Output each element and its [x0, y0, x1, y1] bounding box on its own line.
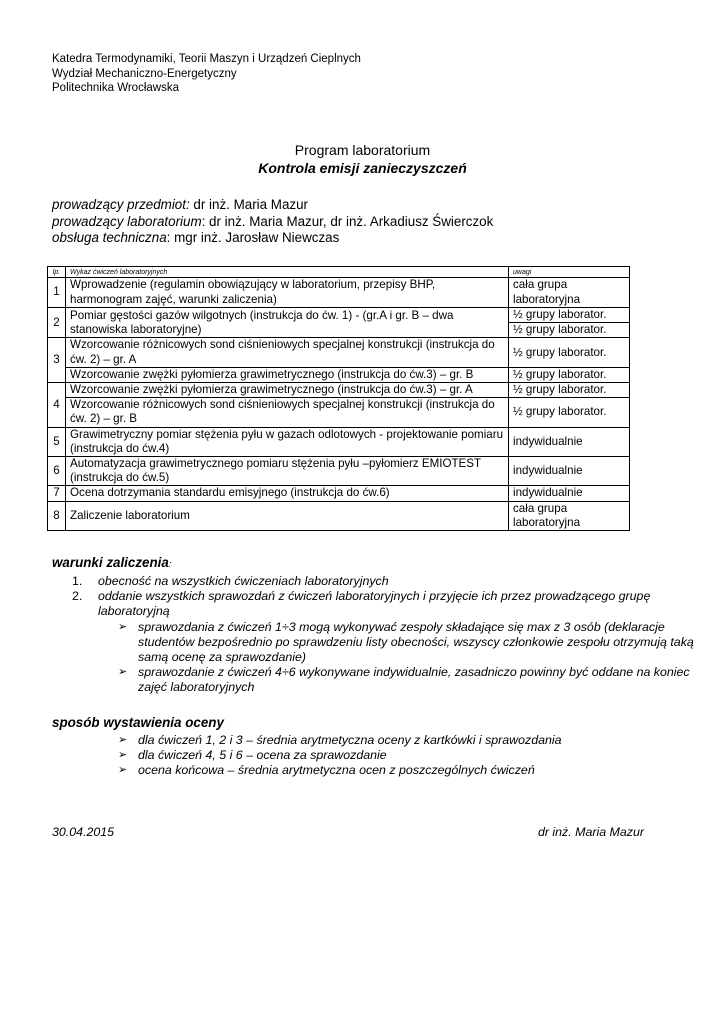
header-description: Wykaz ćwiczeń laboratoryjnych — [66, 267, 509, 278]
department-name: Katedra Termodynamiki, Teorii Maszyn i Urządzeń Cieplnych — [52, 53, 361, 65]
signature: dr inż. Maria Mazur — [537, 825, 644, 839]
table-row: Wzorcowanie zwężki pyłomierza grawimetrycznego (instrukcja do ćw.3) – gr. B ½ grupy laborator. — [48, 367, 630, 382]
subject-lecturer: prowadzący przedmiot: dr inż. Maria Mazur — [52, 197, 308, 212]
technical-staff: obsługa techniczna: mgr inż. Jarosław Niewczas — [52, 230, 340, 246]
arrow-bullet-icon: ➢ — [118, 749, 128, 762]
table-row: 1 Wprowadzenie (regulamin obowiązujący w laboratorium, przepisy BHP, harmonogram zajęć, warunki zaliczenia) cała grupa laboratoryjna — [48, 278, 630, 308]
arrow-bullet-icon: ➢ — [118, 666, 128, 679]
header-lp: lp. — [48, 267, 66, 278]
document-date: 30.04.2015 — [52, 825, 115, 839]
table-row: ½ grupy laborator. — [48, 323, 630, 338]
table-row: 3 Wzorcowanie różnicowych sond ciśnieniowych specjalnej konstrukcji (instrukcja do ćw. 2) – gr. A ½ grupy laborator. — [48, 338, 630, 367]
list-item: 1. obecność na wszystkich ćwiczeniach laboratoryjnych — [72, 574, 389, 588]
table-row: 4 Wzorcowanie zwężki pyłomierza grawimetrycznego (instrukcja do ćw.3) – gr. A ½ grupy laborator. — [48, 383, 630, 398]
department-header — [52, 52, 361, 96]
table-row: 2 Pomiar gęstości gazów wilgotnych (instrukcja do ćw. 1) - (gr.A i gr. B – dwa stanowiska laboratoryjne) ½ grupy laborator. — [48, 308, 630, 323]
title-subject: Kontrola emisji zanieczyszczeń — [258, 160, 467, 176]
list-item: ➢ dla ćwiczeń 4, 5 i 6 – ocena za sprawozdanie — [118, 748, 387, 763]
grading-heading: sposób wystawienia oceny — [52, 715, 224, 730]
list-item: ➢ dla ćwiczeń 1, 2 i 3 – średnia arytmetyczna oceny z kartkówki i sprawozdania — [118, 733, 562, 747]
conditions-heading: warunki zaliczenia: — [52, 555, 172, 570]
table-row: 6 Automatyzacja grawimetrycznego pomiaru stężenia pyłu –pyłomierz EMIOTEST (instrukcja do ćw.5) indywidualnie — [48, 457, 630, 486]
university-name: Politechnika Wrocławska — [52, 82, 179, 94]
table-row: Wzorcowanie różnicowych sond ciśnieniowych specjalnej konstrukcji (instrukcja do ćw. 2) – gr. B ½ grupy laborator. — [48, 398, 630, 427]
list-item: ➢ sprawozdania z ćwiczeń 1÷3 mogą wykonywać zespoły składające się max z 3 osób (deklaracje studentów bezpośrednio po sprawdzeniu listy obecności, wszyscy członkowie zespołu otrzymują taką samą ocenę za sprawozdanie) — [118, 619, 694, 665]
lab-instructors: prowadzący laboratorium: dr inż. Maria Mazur, dr inż. Arkadiusz Świerczok — [52, 213, 494, 229]
lab-schedule-table — [47, 266, 630, 531]
list-item: ➢ ocena końcowa – średnia arytmetyczna ocen z poszczególnych ćwiczeń — [118, 763, 535, 778]
grading-list — [118, 733, 638, 779]
list-item: ➢ sprawozdanie z ćwiczeń 4÷6 wykonywane indywidualnie, zasadniczo powinny być oddane na koniec zajęć laboratoryjnych — [118, 665, 690, 695]
conditions-sublist — [118, 620, 708, 696]
arrow-bullet-icon: ➢ — [118, 764, 128, 777]
header-remarks: uwagi — [509, 267, 630, 278]
table-row: 8 Zaliczenie laboratorium cała grupa laboratoryjna — [48, 501, 630, 530]
conditions-list — [52, 574, 708, 696]
document-title — [0, 141, 725, 177]
arrow-bullet-icon: ➢ — [118, 620, 128, 633]
table-row: 7 Ocena dotrzymania standardu emisyjnego (instrukcja do ćw.6) indywidualnie — [48, 486, 630, 501]
list-item: 2. oddanie wszystkich sprawozdań z ćwiczeń laboratoryjnych i przyjęcie ich przez prowadzącego grupę laboratoryjną ➢ sprawozdania z ćwiczeń 1÷3 mogą wykonywać zespoły składające się max z 3 osób (deklaracje studentów bezpośrednio po sprawdzeniu listy obecności, wszyscy członkowie zespołu otrzymują taką samą ocenę za sprawozdanie) ➢ sprawozdanie z ćwiczeń 4÷6 wykonywane indywidualnie, zasadniczo powinny być oddane na koniec zajęć laboratoryjnych — [98, 589, 708, 695]
table-header-row — [48, 267, 630, 278]
table-row: 5 Grawimetryczny pomiar stężenia pyłu w gazach odlotowych - projektowanie pomiaru (instrukcja do ćw.4) indywidualnie — [48, 427, 630, 456]
faculty-name: Wydział Mechaniczno-Energetyczny — [52, 67, 237, 80]
arrow-bullet-icon: ➢ — [118, 734, 128, 746]
staff-info — [52, 197, 493, 247]
title-main: Program laboratorium — [294, 142, 431, 158]
